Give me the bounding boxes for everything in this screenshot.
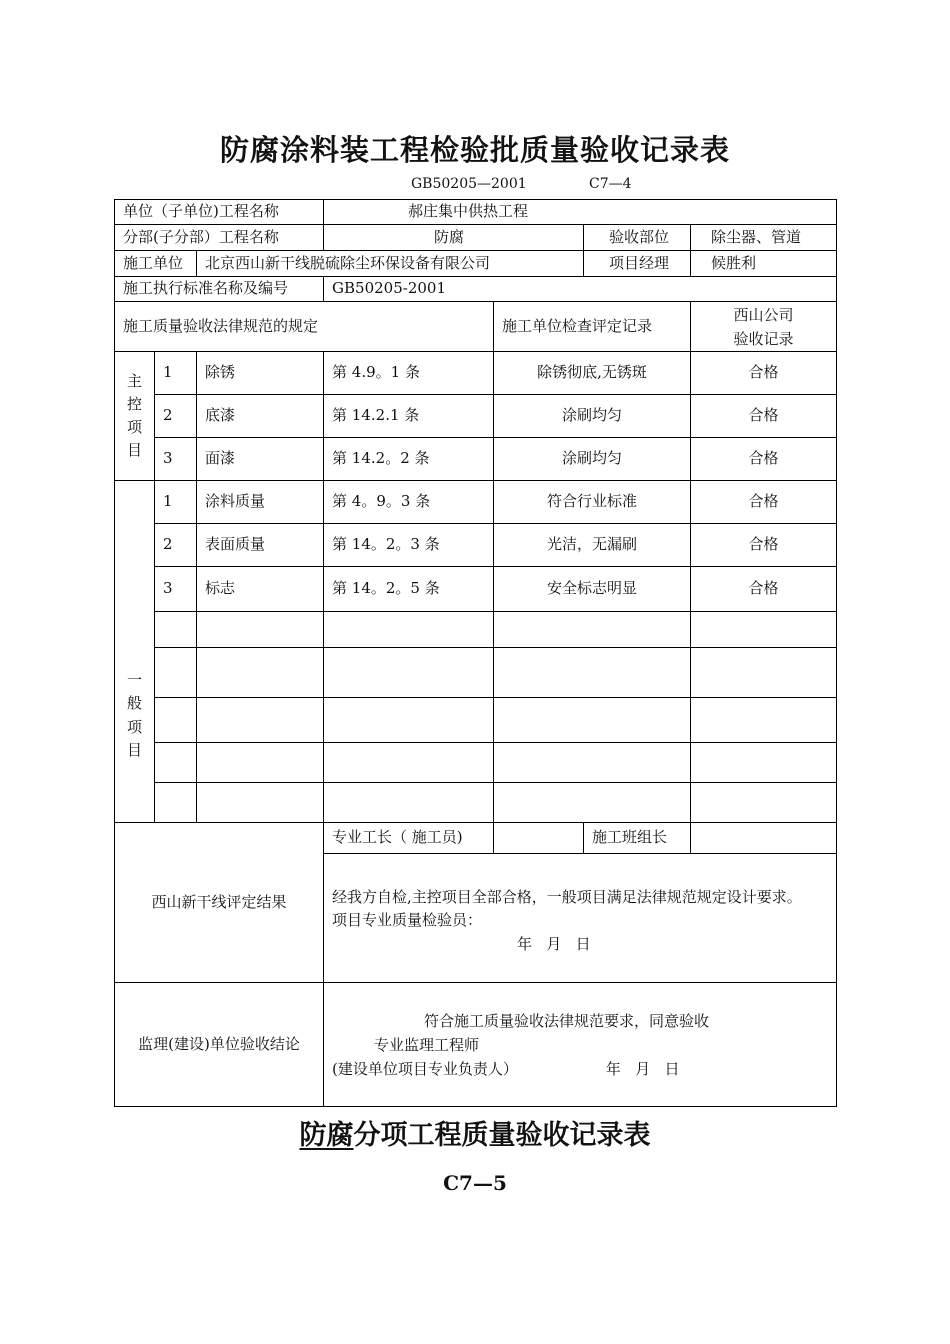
supervision-label: 监理(建设)单位验收结论 xyxy=(115,983,324,1107)
item-accept-result: 合格 xyxy=(691,524,837,567)
contractor-value: 北京西山新干线脱硫除尘环保设备有限公司 xyxy=(197,251,584,277)
item-check-record: 涂刷均匀 xyxy=(494,395,691,438)
exec-std-value: GB50205-2001 xyxy=(324,277,837,302)
empty-row xyxy=(115,612,837,648)
empty-row xyxy=(115,698,837,743)
general-item-row xyxy=(115,524,837,567)
item-name: 面漆 xyxy=(197,438,324,481)
main-item-row xyxy=(115,352,837,395)
accept-part-value: 除尘器、管道 xyxy=(691,225,837,251)
team-leader-signature xyxy=(691,823,837,854)
item-check-record: 除锈彻底,无锈斑 xyxy=(494,352,691,395)
supervision-content xyxy=(324,983,837,1107)
main-item-row xyxy=(115,395,837,438)
evaluation-date: 年 月 日 xyxy=(517,934,591,953)
item-accept-result: 合格 xyxy=(691,438,837,481)
exec-std-label: 施工执行标准名称及编号 xyxy=(115,277,324,302)
foreman-label: 专业工长（ 施工员) xyxy=(324,823,494,854)
item-no: 2 xyxy=(155,395,197,438)
item-clause: 第 14。2。3 条 xyxy=(324,524,494,567)
item-no: 3 xyxy=(155,567,197,612)
accept-header-line2: 验收记录 xyxy=(733,329,794,348)
item-name: 标志 xyxy=(197,567,324,612)
supervision-date: 年 月 日 xyxy=(605,1059,680,1078)
second-form-code: C7—5 xyxy=(443,1171,507,1195)
evaluation-signer-row xyxy=(115,823,837,854)
contractor-label: 施工单位 xyxy=(115,251,197,277)
item-accept-result: 合格 xyxy=(691,481,837,524)
supervision-row xyxy=(115,983,837,1107)
empty-row xyxy=(115,648,837,698)
spec-column-header: 施工质量验收法律规范的规定 xyxy=(115,302,494,352)
item-clause: 第 14.2。2 条 xyxy=(324,438,494,481)
empty-row xyxy=(115,743,837,783)
evaluation-conclusion: 经我方自检,主控项目全部合格，一般项目满足法律规范规定设计要求。 xyxy=(332,888,802,907)
inspector-label: 项目专业质量检验员： xyxy=(332,911,483,930)
item-no: 1 xyxy=(155,481,197,524)
division-row xyxy=(115,225,837,251)
evaluation-label: 西山新干线评定结果 xyxy=(115,823,324,983)
item-no: 1 xyxy=(155,352,197,395)
second-form-title xyxy=(0,1113,950,1152)
supervision-engineer-label: 专业监理工程师 xyxy=(374,1035,480,1054)
inspection-record-table xyxy=(114,199,837,1107)
item-no: 2 xyxy=(155,524,197,567)
item-no: 3 xyxy=(155,438,197,481)
item-accept-result: 合格 xyxy=(691,567,837,612)
main-item-row xyxy=(115,438,837,481)
item-name: 涂料质量 xyxy=(197,481,324,524)
project-name-value: 郝庄集中供热工程 xyxy=(324,200,837,225)
item-clause: 第 4。9。3 条 xyxy=(324,481,494,524)
supervision-owner-label: (建设单位项目专业负责人） xyxy=(332,1059,518,1078)
general-item-row xyxy=(115,481,837,524)
main-items-label: 主控项目 xyxy=(115,352,155,481)
general-items-label: 一般项目 xyxy=(115,481,155,823)
accept-header-line1: 西山公司 xyxy=(733,305,794,324)
project-name-label: 单位（子单位)工程名称 xyxy=(115,200,324,225)
check-column-header: 施工单位检查评定记录 xyxy=(494,302,691,352)
manager-label: 项目经理 xyxy=(584,251,691,277)
form-code: C7—4 xyxy=(589,176,632,192)
standard-code: GB50205—2001 xyxy=(411,176,527,192)
contractor-row xyxy=(115,251,837,277)
column-header-row xyxy=(115,302,837,352)
second-title-text: 分项工程质量验收记录表 xyxy=(353,1120,651,1151)
team-leader-label: 施工班组长 xyxy=(584,823,691,854)
item-check-record: 涂刷均匀 xyxy=(494,438,691,481)
evaluation-content xyxy=(324,854,837,983)
item-name: 表面质量 xyxy=(197,524,324,567)
item-accept-result: 合格 xyxy=(691,352,837,395)
page-title: 防腐涂料装工程检验批质量验收记录表 xyxy=(219,133,730,167)
supervision-conclusion: 符合施工质量验收法律规范要求，同意验收 xyxy=(424,1011,710,1030)
item-check-record: 符合行业标准 xyxy=(494,481,691,524)
general-item-row xyxy=(115,567,837,612)
division-value: 防腐 xyxy=(324,225,584,251)
item-accept-result: 合格 xyxy=(691,395,837,438)
accept-part-label: 验收部位 xyxy=(584,225,691,251)
item-clause: 第 4.9。1 条 xyxy=(324,352,494,395)
project-name-row xyxy=(115,200,837,225)
exec-std-row xyxy=(115,277,837,302)
item-clause: 第 14。2。5 条 xyxy=(324,567,494,612)
second-title-project: 防腐 xyxy=(299,1120,354,1151)
supervision-owner-line xyxy=(332,1057,828,1081)
item-check-record: 安全标志明显 xyxy=(494,567,691,612)
division-label: 分部(子分部）工程名称 xyxy=(115,225,324,251)
item-name: 除锈 xyxy=(197,352,324,395)
empty-row xyxy=(115,783,837,823)
item-name: 底漆 xyxy=(197,395,324,438)
item-check-record: 光洁，无漏刷 xyxy=(494,524,691,567)
item-clause: 第 14.2.1 条 xyxy=(324,395,494,438)
manager-value: 候胜利 xyxy=(691,251,837,277)
accept-column-header xyxy=(691,302,837,352)
foreman-signature xyxy=(494,823,584,854)
